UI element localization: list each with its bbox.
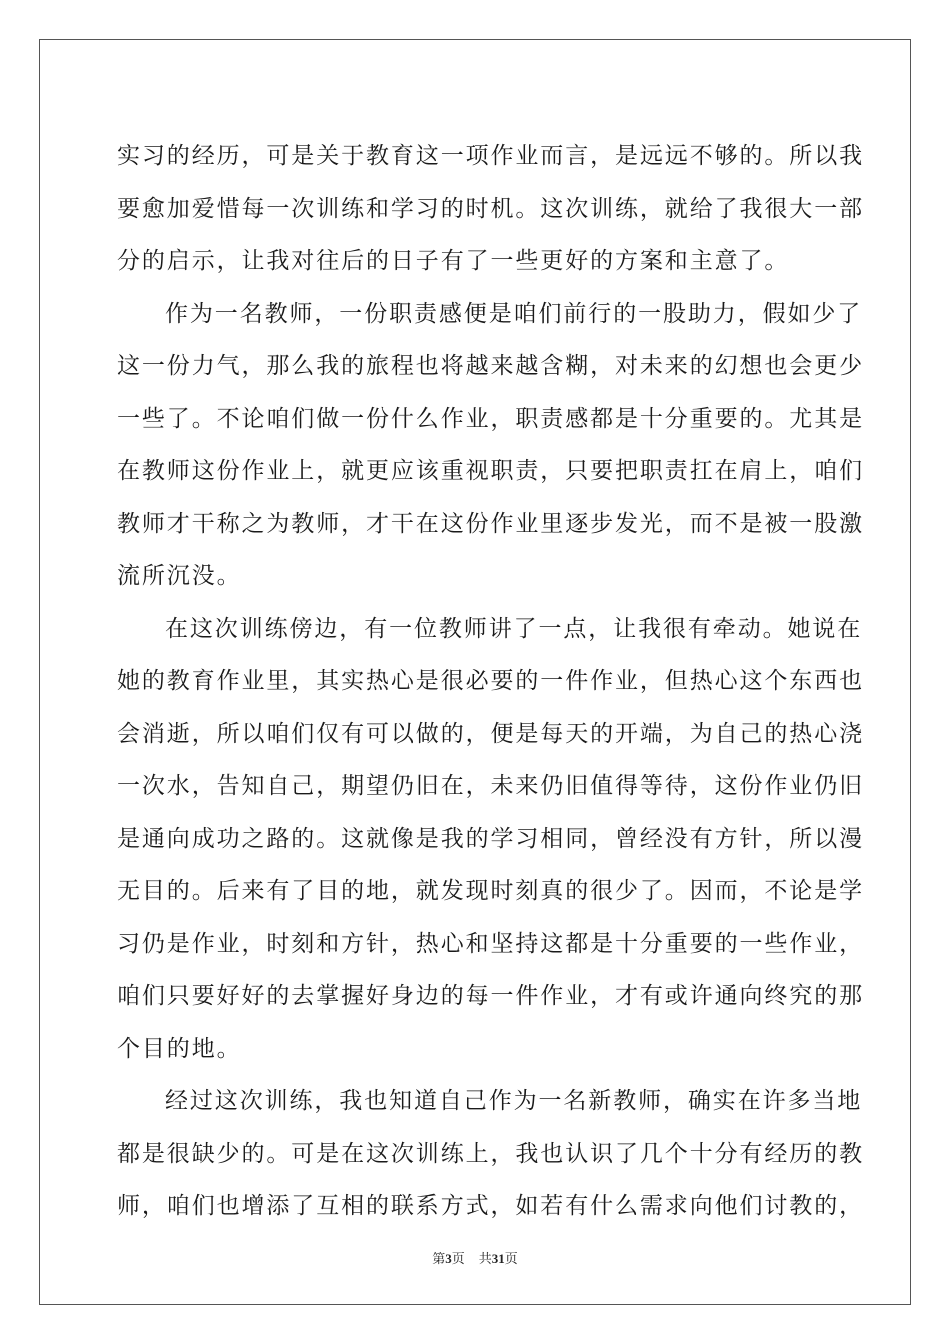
- text-line: 无目的。后来有了目的地，就发现时刻真的很少了。因而，不论是学: [117, 878, 864, 904]
- total-pages: 31: [491, 1251, 505, 1266]
- text-line: 她的教育作业里，其实热心是很必要的一件作业，但热心这个东西也: [117, 668, 864, 694]
- text-line: 实习的经历，可是关于教育这一项作业而言，是远远不够的。所以我: [117, 143, 864, 169]
- page-prefix: 第: [432, 1251, 446, 1266]
- page-number: 3: [445, 1251, 452, 1266]
- page-footer: [0, 1248, 950, 1267]
- text-line: 咱们只要好好的去掌握好身边的每一件作业，才有或许通向终究的那: [117, 983, 864, 1009]
- text-line: 在教师这份作业上，就更应该重视职责，只要把职责扛在肩上，咱们: [117, 458, 864, 484]
- text-line: 个目的地。: [117, 1035, 242, 1062]
- text-line: 都是很缺少的。可是在这次训练上，我也认识了几个十分有经历的教: [117, 1140, 864, 1167]
- text-line: 分的启示，让我对往后的日子有了一些更好的方案和主意了。: [117, 248, 790, 274]
- text-line: 教师才干称之为教师，才干在这份作业里逐步发光，而不是被一股激: [117, 510, 864, 537]
- paragraph-start-line: 在这次训练傍边，有一位教师讲了一点，让我很有牵动。她说在: [165, 615, 863, 642]
- text-line: 师，咱们也增添了互相的联系方式，如若有什么需求向他们讨教的，: [117, 1193, 864, 1219]
- text-line: 要愈加爱惜每一次训练和学习的时机。这次训练，就给了我很大一部: [117, 195, 864, 222]
- text-line: 流所沉没。: [117, 563, 242, 589]
- text-line: 这一份力气，那么我的旅程也将越来越含糊，对未来的幻想也会更少: [117, 353, 864, 379]
- document-body: [117, 130, 864, 1233]
- paragraph-start-line: 经过这次训练，我也知道自己作为一名新教师，确实在许多当地: [165, 1088, 863, 1114]
- page-suffix: 页: [451, 1251, 465, 1266]
- total-prefix: 共: [478, 1251, 492, 1266]
- paragraph-start-line: 作为一名教师，一份职责感便是咱们前行的一股助力，假如少了: [165, 300, 863, 327]
- text-line: 是通向成功之路的。这就像是我的学习相同，曾经没有方针，所以漫: [117, 825, 864, 852]
- text-line: 一些了。不论咱们做一份什么作业，职责感都是十分重要的。尤其是: [117, 405, 864, 432]
- total-suffix: 页: [504, 1251, 518, 1266]
- text-line: 一次水，告知自己，期望仍旧在，未来仍旧值得等待，这份作业仍旧: [117, 773, 864, 799]
- text-line: 习仍是作业，时刻和方针，热心和坚持这都是十分重要的一些作业，: [117, 930, 864, 957]
- text-line: 会消逝，所以咱们仅有可以做的，便是每天的开端，为自己的热心浇: [117, 720, 864, 747]
